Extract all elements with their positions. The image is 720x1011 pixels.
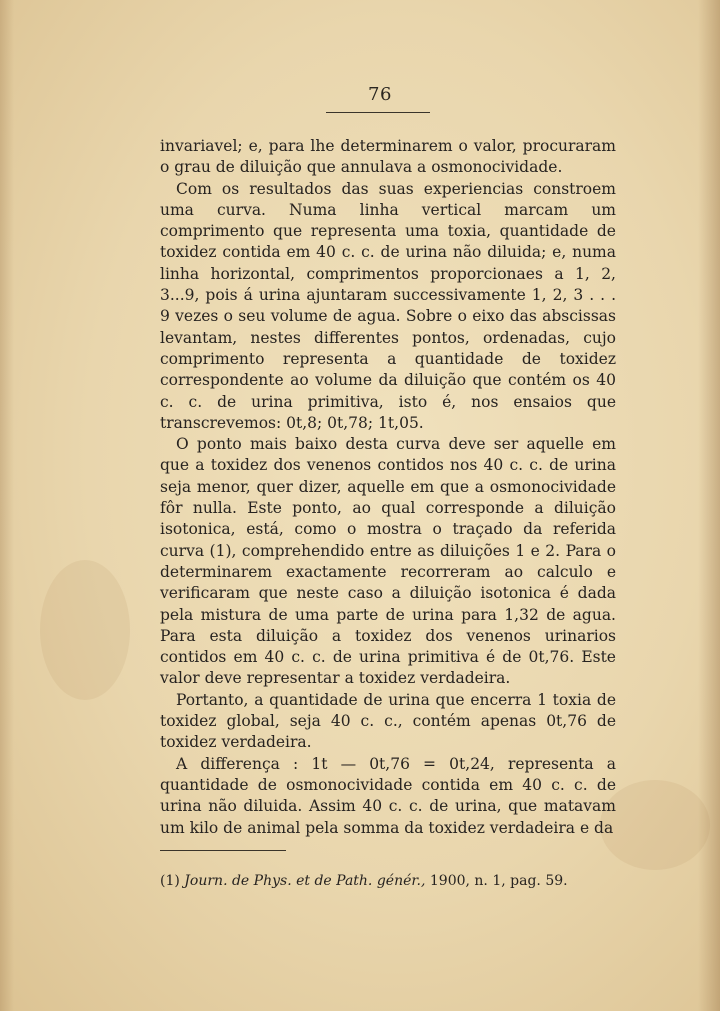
paragraph: A differença : 1t — 0t,76 = 0t,24, representa a quantidade de osmonocividade contida em 40 c. c. de urina não diluida. Assim 40 c. c. de urina, que matavam um kilo de animal pela somma da toxidez verdadeira e da [160, 754, 616, 837]
paper-stain [40, 560, 130, 700]
paragraph: Com os resultados das suas experiencias constroem uma curva. Numa linha vertical marcam um comprimento que representa uma toxia, quantidade de toxidez contida em 40 c. c. de urina não diluida; e, numa linha horizontal, comprimentos proporcionaes a 1, 2, 3...9, pois á urina ajuntaram successivamente 1, 2, 3 . . . 9 vezes o seu volume de agua. Sobre o eixo das abscissas levantam, nestes differentes pontos, ordenadas, cujo comprimento representa a quantidade de toxidez correspondente ao volume da diluição que contém os 40 c. c. de urina primitiva, isto é, nos ensaios que transcrevemos: 0t,8; 0t,78; 1t,05. [160, 179, 616, 432]
page-right-shadow [698, 0, 720, 1011]
page-left-shadow [0, 0, 14, 1011]
paragraph: Portanto, a quantidade de urina que encerra 1 toxia de toxidez global, seja 40 c. c., contém apenas 0t,76 de toxidez verdadeira. [160, 690, 616, 752]
paragraph: O ponto mais baixo desta curva deve ser aquelle em que a toxidez dos venenos contidos nos 40 c. c. de urina seja menor, quer dizer, aquelle em que a osmonocividade fôr nulla. Este ponto, ao qual corresponde a diluição isotonica, está, como o mostra o traçado da referida curva (1), comprehendido entre as diluições 1 e 2. Para o determinarem exactamente recorreram ao calculo e verificaram que neste caso a diluição isotonica é dada pela mistura de uma parte de urina para 1,32 de agua. Para esta diluição a toxidez dos venenos urinarios contidos em 40 c. c. de urina primitiva é de 0t,76. Este valor deve representar a toxidez verdadeira. [160, 435, 616, 688]
body-text [160, 136, 616, 839]
footnote-rule [160, 850, 286, 851]
paragraph: invariavel; e, para lhe determinarem o valor, procuraram o grau de diluição que annulava a osmonocividade. [160, 137, 616, 177]
paper-stain [600, 780, 710, 870]
footnote-details: 1900, n. 1, pag. 59. [429, 873, 568, 889]
footnote-journal: Journ. de Phys. et de Path. génér., [184, 873, 426, 889]
footnote-marker: (1) [160, 873, 180, 889]
footnote [160, 873, 616, 889]
header-rule [326, 112, 430, 113]
page-number: 76 [368, 84, 392, 105]
